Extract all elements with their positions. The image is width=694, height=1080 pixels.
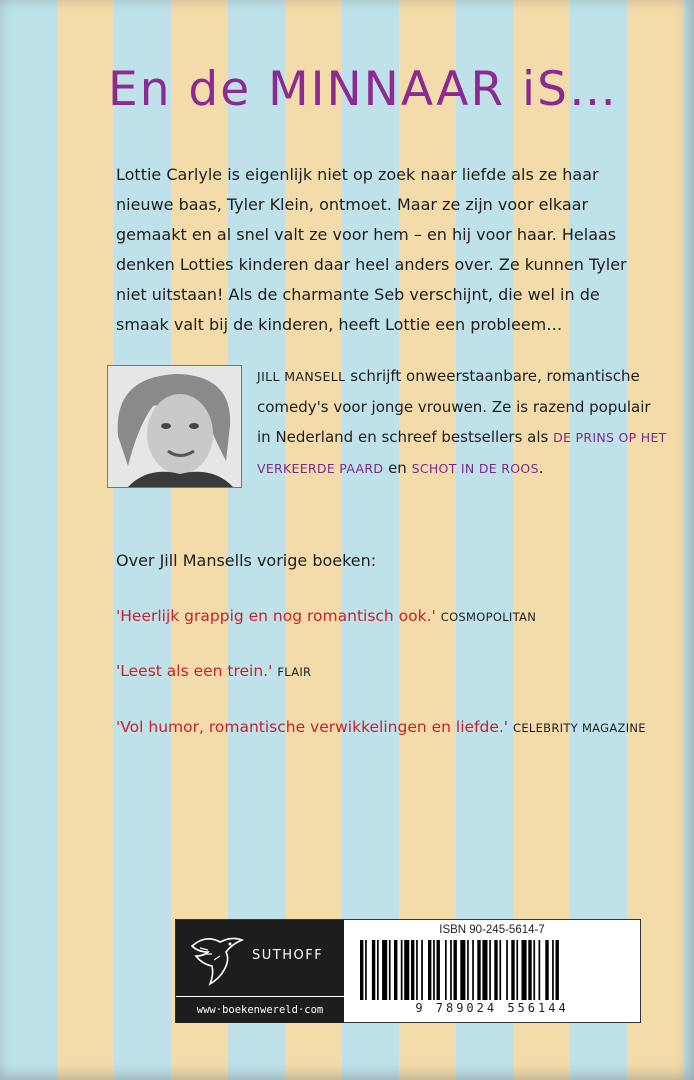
- book-title-2: SCHOT IN DE ROOS: [411, 461, 539, 476]
- publisher-website: www·boekenwereld·com: [176, 996, 344, 1023]
- review-3: [116, 718, 646, 736]
- author-bio-text-3: .: [538, 459, 544, 477]
- author-portrait-icon: [108, 366, 241, 487]
- barcode-icon: [356, 940, 628, 1000]
- review-quote: 'Leest als een trein.': [116, 662, 273, 680]
- review-source: FLAIR: [277, 665, 312, 679]
- publisher-badge: [176, 920, 344, 996]
- book-blurb: Lottie Carlyle is eigenlijk niet op zoek naar liefde als ze haar nieuwe baas, Tyler Klein, ontmoet. Maar ze zijn voor elkaar gemaakt en al snel valt ze voor hem – en hij voor haar. Helaas denken Lotties kinderen daar heel anders over. Ze kunnen Tyler niet uitstaan! Als de charmante Seb verschijnt, die wel in de smaak valt bij de kinderen, heeft Lottie een probleem…: [116, 165, 627, 334]
- author-bio-text-2: en: [383, 459, 412, 477]
- ean-number: 9 789024 556144: [415, 1001, 569, 1015]
- author-bio: [257, 361, 667, 484]
- author-bio-text-1: schrijft onweerstaanbare, romantische comedy's voor jonge vrouwen. Ze is razend populair in Nederland en schreef bestsellers als: [257, 367, 651, 446]
- cover-title: En de MINNAAR iS…: [108, 62, 618, 117]
- book-title-1: DE PRINS OP HET VERKEERDE PAARD: [257, 430, 667, 476]
- review-source: COSMOPOLITAN: [440, 610, 537, 624]
- publisher-name: SUTHOFF: [252, 948, 324, 963]
- review-1: [116, 607, 536, 625]
- isbn-label: ISBN 90-245-5614-7: [439, 924, 545, 936]
- author-photo: [107, 365, 242, 488]
- reviews-heading: Over Jill Mansells vorige boeken:: [116, 551, 377, 570]
- review-source: CELEBRITY MAGAZINE: [513, 721, 646, 735]
- review-2: [116, 662, 311, 680]
- review-quote: 'Vol humor, romantische verwikkelingen en liefde.': [116, 718, 509, 736]
- author-name: JILL MANSELL: [257, 369, 346, 384]
- bird-logo-icon: [186, 926, 248, 988]
- review-quote: 'Heerlijk grappig en nog romantisch ook.': [116, 607, 436, 625]
- publisher-barcode-block: [175, 919, 641, 1023]
- isbn-area: [352, 924, 632, 1016]
